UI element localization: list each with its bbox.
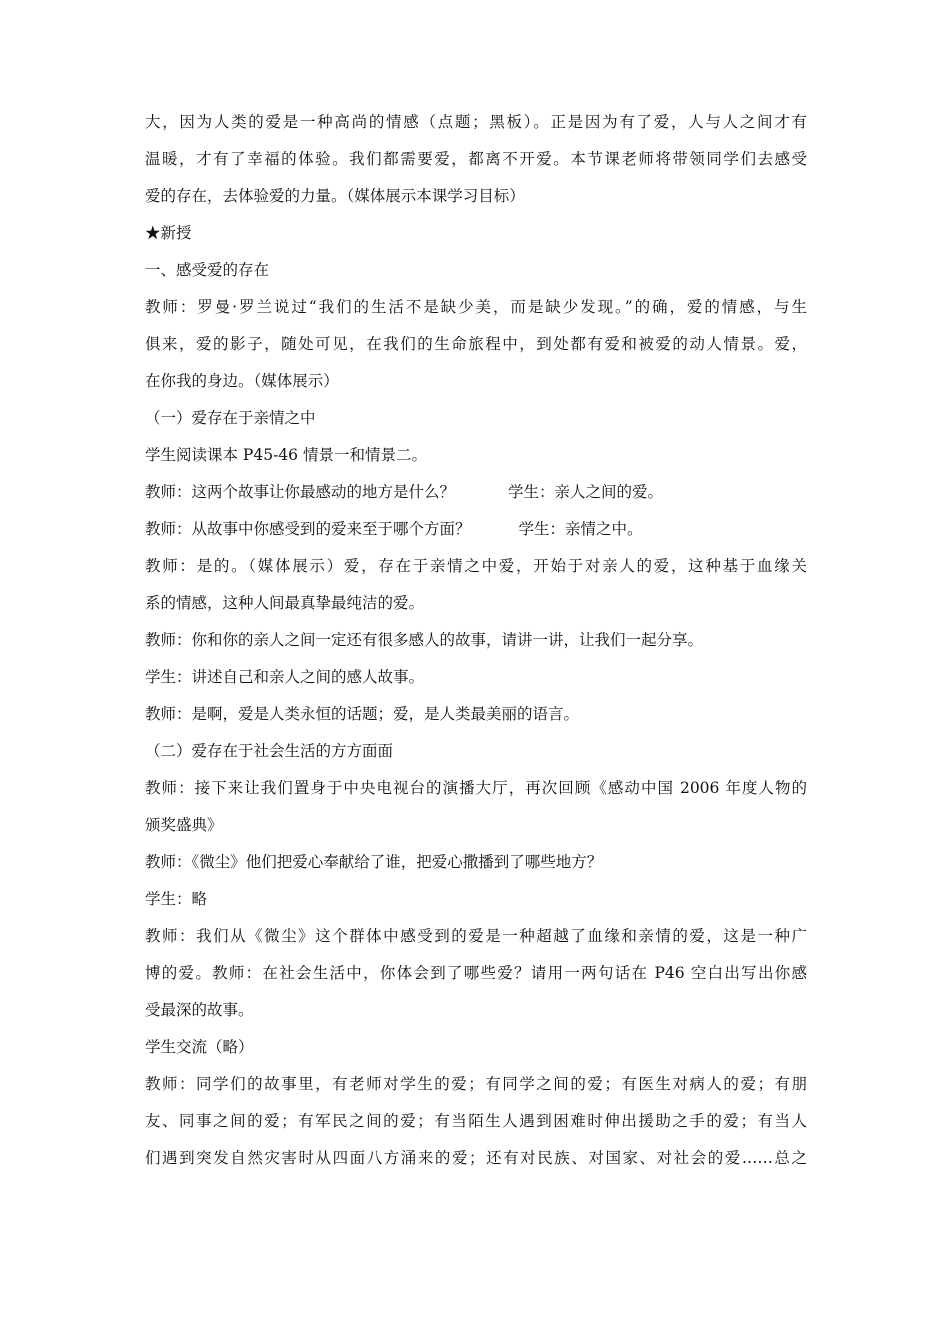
student-answer: 学生：亲情之中。	[518, 520, 643, 538]
paragraph-line: 俱来，爱的影子，随处可见，在我们的生命旅程中，到处都有爱和被爱的动人情景。爱，	[145, 335, 807, 353]
teacher-question: 教师：这两个故事让你最感动的地方是什么？	[145, 483, 456, 501]
paragraph-line: 颁奖盛典》	[145, 816, 223, 834]
paragraph-line: 教师：是啊，爱是人类永恒的话题；爱，是人类最美丽的语言。	[145, 705, 580, 723]
paragraph-line: 教师：《微尘》他们把爱心奉献给了谁，把爱心撒播到了哪些地方？	[145, 853, 603, 871]
paragraph-line: 教师：罗曼·罗兰说过“我们的生活不是缺少美，而是缺少发现。”的确，爱的情感，与生	[145, 298, 807, 316]
paragraph-line: 教师：你和你的亲人之间一定还有很多感人的故事，请讲一讲，让我们一起分享。	[145, 631, 704, 649]
paragraph-line: 在你我的身边。（媒体展示）	[145, 372, 339, 390]
document-body	[145, 112, 807, 1168]
paragraph-line: 友、同事之间的爱；有军民之间的爱；有当陌生人遇到困难时伸出援助之手的爱；有当人	[145, 1112, 807, 1130]
paragraph-line: 教师：是的。（媒体展示）爱，存在于亲情之中爱，开始于对亲人的爱，这种基于血缘关	[145, 557, 807, 575]
section-heading-new-lesson: ★新授	[145, 224, 192, 242]
paragraph-line: 学生：略	[145, 890, 208, 908]
section-heading: 一、感受爱的存在	[145, 261, 270, 279]
paragraph-line: 教师：同学们的故事里，有老师对学生的爱；有同学之间的爱；有医生对病人的爱；有朋	[145, 1075, 807, 1093]
paragraph-line: 受最深的故事。	[145, 1001, 254, 1019]
paragraph-line: 系的情感，这种人间最真挚最纯洁的爱。	[145, 594, 425, 612]
dialogue-line	[145, 519, 807, 539]
paragraph-line: 温暖，才有了幸福的体验。我们都需要爱，都离不开爱。本节课老师将带领同学们去感受	[145, 150, 807, 168]
paragraph-line: 教师：接下来让我们置身于中央电视台的演播大厅，再次回顾《感动中国 2006 年度人物的	[145, 779, 807, 797]
dialogue-line	[145, 482, 807, 502]
paragraph-line: 大，因为人类的爱是一种高尚的情感（点题；黑板）。正是因为有了爱，人与人之间才有	[145, 113, 807, 131]
paragraph-line: 们遇到突发自然灾害时从四面八方涌来的爱；还有对民族、对国家、对社会的爱……总之	[145, 1149, 807, 1167]
paragraph-line: 学生阅读课本 P45-46 情景一和情景二。	[145, 446, 427, 464]
student-answer: 学生：亲人之间的爱。	[508, 483, 664, 501]
paragraph-line: 爱的存在，去体验爱的力量。（媒体展示本课学习目标）	[145, 187, 525, 205]
paragraph-line: 博的爱。教师：在社会生活中，你体会到了哪些爱？请用一两句话在 P46 空白出写出你感	[145, 964, 807, 982]
subsection-heading: （一）爱存在于亲情之中	[145, 409, 316, 427]
subsection-heading: （二）爱存在于社会生活的方方面面	[145, 742, 394, 760]
paragraph-line: 学生：讲述自己和亲人之间的感人故事。	[145, 668, 425, 686]
teacher-question: 教师：从故事中你感受到的爱来至于哪个方面？	[145, 520, 471, 538]
paragraph-line: 教师：我们从《微尘》这个群体中感受到的爱是一种超越了血缘和亲情的爱，这是一种广	[145, 927, 807, 945]
paragraph-line: 学生交流（略）	[145, 1038, 254, 1056]
